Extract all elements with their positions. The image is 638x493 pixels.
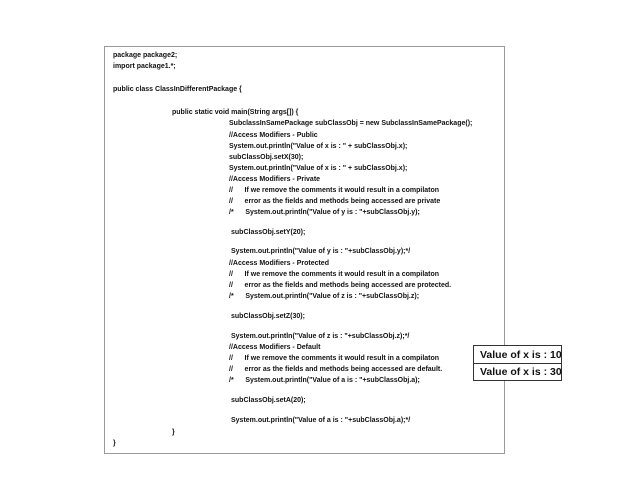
code-comment: //Access Modifiers - Protected bbox=[229, 260, 329, 267]
code-listing bbox=[104, 46, 505, 454]
code-line-import: import package1.*; bbox=[113, 63, 176, 70]
code-line: subClassObj.setA(20); bbox=[231, 397, 306, 404]
code-comment: // error as the fields and methods being accessed are default. bbox=[229, 366, 443, 373]
code-comment: //Access Modifiers - Public bbox=[229, 132, 318, 139]
code-comment: /* System.out.println("Value of y is : "+subClassObj.y); bbox=[229, 209, 420, 216]
code-comment: // If we remove the comments it would result in a compilaton bbox=[229, 187, 440, 194]
code-line: subClassObj.setZ(30); bbox=[231, 313, 305, 320]
console-output bbox=[473, 345, 562, 381]
output-line-1: Value of x is : 10 bbox=[480, 349, 562, 361]
code-line: System.out.println("Value of x is : " + subClassObj.x); bbox=[229, 165, 408, 172]
code-line: System.out.println("Value of x is : " + subClassObj.x); bbox=[229, 143, 408, 150]
output-line-2: Value of x is : 30 bbox=[480, 366, 562, 378]
code-line: subClassObj.setY(20); bbox=[231, 229, 306, 236]
code-line: SubclassInSamePackage subClassObj = new SubclassInSamePackage(); bbox=[229, 120, 473, 127]
code-line: System.out.println("Value of y is : "+subClassObj.y);*/ bbox=[231, 248, 411, 255]
output-divider bbox=[474, 363, 561, 364]
code-line-class-decl: public class ClassInDifferentPackage { bbox=[113, 86, 242, 93]
code-line-main-decl: public static void main(String args[]) { bbox=[172, 109, 299, 116]
code-comment: // error as the fields and methods being accessed are protected. bbox=[229, 282, 452, 289]
code-comment: /* System.out.println("Value of a is : "+subClassObj.a); bbox=[229, 377, 420, 384]
code-line: subClassObj.setX(30); bbox=[229, 154, 304, 161]
code-line-close-class: } bbox=[113, 440, 116, 447]
code-comment: // If we remove the comments it would result in a compilaton bbox=[229, 355, 440, 362]
code-comment: // error as the fields and methods being accessed are private bbox=[229, 198, 441, 205]
code-comment: /* System.out.println("Value of z is : "+subClassObj.z); bbox=[229, 293, 420, 300]
code-comment: //Access Modifiers - Private bbox=[229, 176, 321, 183]
code-line: System.out.println("Value of a is : "+subClassObj.a);*/ bbox=[231, 417, 411, 424]
code-line: System.out.println("Value of z is : "+subClassObj.z);*/ bbox=[231, 333, 410, 340]
code-comment: // If we remove the comments it would result in a compilaton bbox=[229, 271, 440, 278]
code-comment: //Access Modifiers - Default bbox=[229, 344, 321, 351]
code-line-package: package package2; bbox=[113, 52, 178, 59]
code-line-close-main: } bbox=[172, 429, 175, 436]
